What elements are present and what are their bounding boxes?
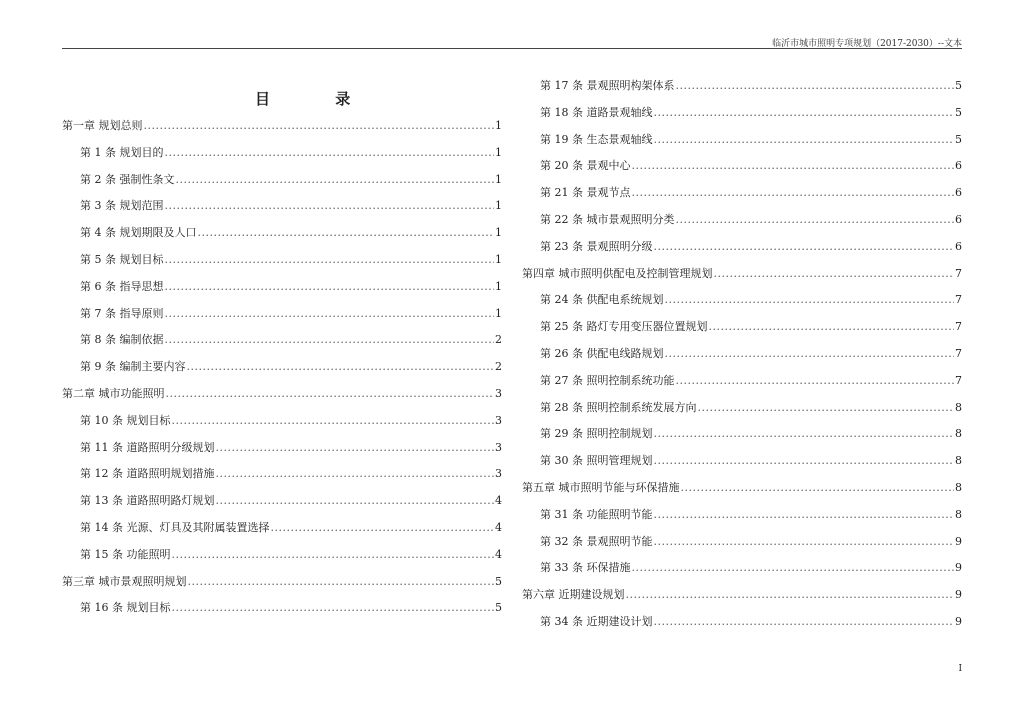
toc-entry-label: 第五章 城市照明节能与环保措施 xyxy=(522,480,680,494)
toc-entry-page: 1 xyxy=(495,145,502,159)
toc-article-entry[interactable] xyxy=(62,412,502,439)
toc-leader-dots xyxy=(654,106,955,119)
toc-article-entry[interactable] xyxy=(62,278,502,305)
toc-article-entry[interactable] xyxy=(522,157,962,184)
toc-entry-page: 2 xyxy=(495,360,502,374)
toc-entry-label: 第 1 条 规划目的 xyxy=(80,145,164,159)
toc-leader-dots xyxy=(665,347,955,360)
toc-entry-page: 9 xyxy=(955,588,962,602)
toc-entry-label: 第 11 条 道路照明分级规划 xyxy=(80,440,215,454)
toc-leader-dots xyxy=(709,320,955,333)
toc-entry-page: 1 xyxy=(495,172,502,186)
toc-leader-dots xyxy=(165,333,495,346)
toc-article-entry[interactable] xyxy=(522,372,962,399)
toc-article-entry[interactable] xyxy=(522,506,962,533)
toc-leader-dots xyxy=(698,401,955,414)
toc-entry-page: 8 xyxy=(955,480,962,494)
toc-article-entry[interactable] xyxy=(62,599,502,626)
toc-article-entry[interactable] xyxy=(522,399,962,426)
toc-entry-page: 7 xyxy=(955,373,962,387)
toc-entry-label: 第 10 条 规划目标 xyxy=(80,413,171,427)
toc-entry-label: 第四章 城市照明供配电及控制管理规划 xyxy=(522,266,713,280)
toc-article-entry[interactable] xyxy=(62,197,502,224)
toc-leader-dots xyxy=(654,133,955,146)
toc-leader-dots xyxy=(681,481,955,494)
toc-article-entry[interactable] xyxy=(62,224,502,251)
toc-entry-page: 5 xyxy=(495,574,502,588)
toc-leader-dots xyxy=(165,146,495,159)
toc-entry-label: 第 26 条 供配电线路规划 xyxy=(540,346,664,360)
toc-entry-page: 9 xyxy=(955,614,962,628)
toc-article-entry[interactable] xyxy=(522,533,962,560)
toc-entry-page: 5 xyxy=(955,132,962,146)
toc-entry-label: 第 15 条 功能照明 xyxy=(80,547,171,561)
toc-entry-label: 第 16 条 规划目标 xyxy=(80,601,171,615)
toc-article-entry[interactable] xyxy=(62,358,502,385)
toc-chapter-entry[interactable] xyxy=(62,385,502,412)
toc-article-entry[interactable] xyxy=(522,613,962,640)
toc-entry-label: 第 27 条 照明控制系统功能 xyxy=(540,373,675,387)
toc-article-entry[interactable] xyxy=(62,251,502,278)
toc-entry-page: 6 xyxy=(955,212,962,226)
toc-entry-label: 第六章 近期建设规划 xyxy=(522,588,625,602)
toc-article-entry[interactable] xyxy=(522,211,962,238)
toc-entry-label: 第 29 条 照明控制规划 xyxy=(540,427,653,441)
toc-entry-label: 第 30 条 照明管理规划 xyxy=(540,454,653,468)
toc-entry-label: 第 22 条 城市景观照明分类 xyxy=(540,212,675,226)
toc-leader-dots xyxy=(216,467,495,480)
toc-entry-label: 第 21 条 景观节点 xyxy=(540,186,631,200)
header-rule xyxy=(62,48,962,49)
toc-leader-dots xyxy=(626,588,955,601)
toc-left-column xyxy=(62,117,502,626)
toc-article-entry[interactable] xyxy=(522,184,962,211)
toc-entry-label: 第 23 条 景观照明分级 xyxy=(540,239,653,253)
toc-entry-page: 1 xyxy=(495,306,502,320)
toc-article-entry[interactable] xyxy=(522,238,962,265)
document-header: 临沂市城市照明专项规划（2017-2030）--文本 xyxy=(772,39,962,49)
toc-entry-page: 2 xyxy=(495,333,502,347)
toc-entry-page: 6 xyxy=(955,239,962,253)
toc-chapter-entry[interactable] xyxy=(62,117,502,144)
toc-entry-page: 9 xyxy=(955,534,962,548)
toc-leader-dots xyxy=(654,508,955,521)
toc-entry-page: 7 xyxy=(955,266,962,280)
page-number: I xyxy=(958,664,962,674)
toc-title: 目 录 xyxy=(255,90,381,108)
toc-leader-dots xyxy=(632,159,955,172)
toc-leader-dots xyxy=(216,441,495,454)
toc-entry-label: 第 25 条 路灯专用变压器位置规划 xyxy=(540,320,708,334)
toc-entry-label: 第 12 条 道路照明规划措施 xyxy=(80,467,215,481)
toc-entry-page: 3 xyxy=(495,413,502,427)
toc-chapter-entry[interactable] xyxy=(522,265,962,292)
toc-entry-label: 第 9 条 编制主要内容 xyxy=(80,360,186,374)
toc-leader-dots xyxy=(165,199,495,212)
toc-entry-page: 5 xyxy=(495,601,502,615)
toc-entry-page: 9 xyxy=(955,561,962,575)
toc-entry-page: 5 xyxy=(955,79,962,92)
toc-leader-dots xyxy=(187,360,495,373)
toc-article-entry[interactable] xyxy=(62,546,502,573)
toc-article-entry[interactable] xyxy=(62,305,502,332)
toc-entry-page: 1 xyxy=(495,279,502,293)
toc-right-column xyxy=(522,77,962,640)
toc-entry-label: 第 31 条 功能照明节能 xyxy=(540,507,653,521)
toc-entry-label: 第 6 条 指导思想 xyxy=(80,279,164,293)
toc-leader-dots xyxy=(198,226,495,239)
toc-entry-page: 7 xyxy=(955,346,962,360)
toc-leader-dots xyxy=(632,561,955,574)
toc-leader-dots xyxy=(165,253,495,266)
toc-leader-dots xyxy=(172,601,495,614)
toc-entry-page: 4 xyxy=(495,494,502,508)
toc-article-entry[interactable] xyxy=(522,77,962,104)
toc-entry-page: 5 xyxy=(955,105,962,119)
toc-entry-page: 3 xyxy=(495,386,502,400)
toc-article-entry[interactable] xyxy=(522,318,962,345)
toc-entry-label: 第二章 城市功能照明 xyxy=(62,386,165,400)
toc-entry-page: 1 xyxy=(495,252,502,266)
toc-article-entry[interactable] xyxy=(522,452,962,479)
toc-entry-label: 第 5 条 规划目标 xyxy=(80,252,164,266)
toc-entry-label: 第 20 条 景观中心 xyxy=(540,159,631,173)
toc-article-entry[interactable] xyxy=(522,345,962,372)
toc-leader-dots xyxy=(166,387,495,400)
toc-entry-label: 第 17 条 景观照明构架体系 xyxy=(540,79,675,92)
toc-entry-label: 第 28 条 照明控制系统发展方向 xyxy=(540,400,697,414)
toc-leader-dots xyxy=(172,548,495,561)
toc-leader-dots xyxy=(172,414,495,427)
toc-leader-dots xyxy=(654,240,955,253)
toc-chapter-entry[interactable] xyxy=(522,479,962,506)
toc-article-entry[interactable] xyxy=(522,131,962,158)
toc-entry-page: 6 xyxy=(955,186,962,200)
toc-leader-dots xyxy=(188,575,495,588)
toc-entry-label: 第 4 条 规划期限及人口 xyxy=(80,226,197,240)
toc-leader-dots xyxy=(654,535,955,548)
toc-article-entry[interactable] xyxy=(522,425,962,452)
toc-entry-page: 3 xyxy=(495,467,502,481)
toc-entry-page: 8 xyxy=(955,427,962,441)
toc-chapter-entry[interactable] xyxy=(522,586,962,613)
toc-entry-label: 第 13 条 道路照明路灯规划 xyxy=(80,494,215,508)
toc-article-entry[interactable] xyxy=(522,559,962,586)
toc-leader-dots xyxy=(271,521,495,534)
toc-leader-dots xyxy=(654,615,955,628)
toc-leader-dots xyxy=(176,173,495,186)
toc-entry-label: 第 18 条 道路景观轴线 xyxy=(540,105,653,119)
toc-entry-page: 1 xyxy=(495,199,502,213)
toc-leader-dots xyxy=(144,119,495,132)
toc-entry-page: 4 xyxy=(495,547,502,561)
toc-leader-dots xyxy=(676,374,955,387)
toc-leader-dots xyxy=(654,427,955,440)
toc-leader-dots xyxy=(216,494,495,507)
toc-article-entry[interactable] xyxy=(62,171,502,198)
toc-article-entry[interactable] xyxy=(62,492,502,519)
toc-leader-dots xyxy=(632,186,955,199)
toc-article-entry[interactable] xyxy=(522,291,962,318)
toc-entry-label: 第 19 条 生态景观轴线 xyxy=(540,132,653,146)
toc-leader-dots xyxy=(165,307,495,320)
toc-entry-page: 8 xyxy=(955,400,962,414)
toc-article-entry[interactable] xyxy=(62,465,502,492)
toc-entry-label: 第 14 条 光源、灯具及其附属装置选择 xyxy=(80,520,270,534)
toc-article-entry[interactable] xyxy=(62,519,502,546)
toc-entry-label: 第 8 条 编制依据 xyxy=(80,333,164,347)
toc-entry-page: 1 xyxy=(495,226,502,240)
toc-leader-dots xyxy=(165,280,495,293)
toc-article-entry[interactable] xyxy=(62,439,502,466)
toc-entry-label: 第一章 规划总则 xyxy=(62,119,143,132)
toc-leader-dots xyxy=(676,79,955,92)
toc-entry-page: 7 xyxy=(955,320,962,334)
toc-article-entry[interactable] xyxy=(62,144,502,171)
toc-entry-label: 第 24 条 供配电系统规划 xyxy=(540,293,664,307)
toc-entry-page: 7 xyxy=(955,293,962,307)
toc-entry-label: 第 3 条 规划范围 xyxy=(80,199,164,213)
toc-article-entry[interactable] xyxy=(62,331,502,358)
toc-leader-dots xyxy=(676,213,955,226)
toc-entry-label: 第 2 条 强制性条文 xyxy=(80,172,175,186)
toc-entry-label: 第 34 条 近期建设计划 xyxy=(540,614,653,628)
toc-leader-dots xyxy=(714,267,955,280)
toc-entry-page: 4 xyxy=(495,520,502,534)
toc-entry-page: 3 xyxy=(495,440,502,454)
toc-entry-page: 8 xyxy=(955,454,962,468)
toc-entry-page: 6 xyxy=(955,159,962,173)
toc-entry-label: 第 7 条 指导原则 xyxy=(80,306,164,320)
toc-leader-dots xyxy=(654,454,955,467)
toc-entry-label: 第三章 城市景观照明规划 xyxy=(62,574,187,588)
toc-entry-page: 8 xyxy=(955,507,962,521)
toc-entry-page: 1 xyxy=(495,119,502,132)
toc-chapter-entry[interactable] xyxy=(62,573,502,600)
toc-article-entry[interactable] xyxy=(522,104,962,131)
toc-entry-label: 第 32 条 景观照明节能 xyxy=(540,534,653,548)
toc-entry-label: 第 33 条 环保措施 xyxy=(540,561,631,575)
toc-leader-dots xyxy=(665,293,955,306)
